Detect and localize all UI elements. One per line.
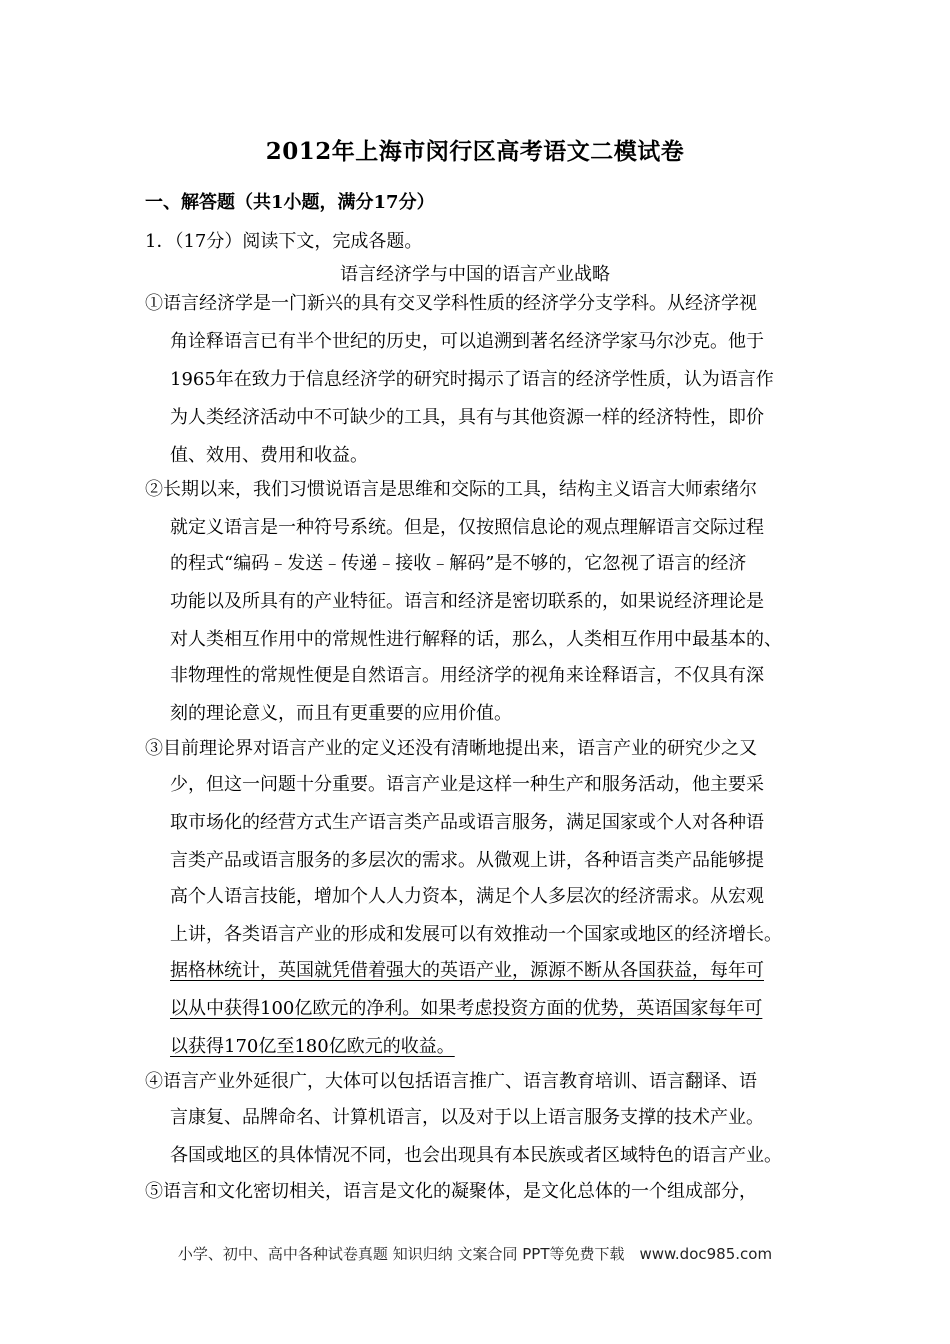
article-title: 语言经济学与中国的语言产业战略 (340, 264, 610, 285)
paragraph-2-line: ②长期以来，我们习惯说语言是思维和交际的工具，结构主义语言大师索绪尔 (145, 479, 757, 500)
paragraph-4-line: ④语言产业外延很广，大体可以包括语言推广、语言教育培训、语言翻译、语 (145, 1071, 757, 1092)
page-title: 2012年上海市闵行区高考语文二模试卷 (265, 138, 685, 165)
paragraph-2-line: 功能以及所具有的产业特征。语言和经济是密切联系的，如果说经济理论是 (170, 591, 764, 612)
paragraph-3-line: ③目前理论界对语言产业的定义还没有清晰地提出来，语言产业的研究少之又 (145, 738, 757, 759)
paragraph-2-line: 刻的理论意义，而且有更重要的应用价值。 (170, 703, 512, 724)
paragraph-2-line: 的程式“编码﹣发送﹣传递﹣接收﹣解码”是不够的，它忽视了语言的经济 (170, 553, 747, 574)
paragraph-2-line: 就定义语言是一种符号系统。但是，仅按照信息论的观点理解语言交际过程 (170, 517, 764, 538)
paragraph-4-line: 言康复、品牌命名、计算机语言，以及对于以上语言服务支撑的技术产业。 (170, 1107, 764, 1128)
section-heading: 一、解答题（共1小题，满分17分） (145, 192, 435, 213)
paragraph-3-line: 上讲，各类语言产业的形成和发展可以有效推动一个国家或地区的经济增长。 (170, 924, 782, 945)
paragraph-2-line: 对人类相互作用中的常规性进行解释的话，那么，人类相互作用中最基本的、 (170, 629, 782, 650)
paragraph-1-line: 角诠释语言已有半个世纪的历史，可以追溯到著名经济学家马尔沙克。他于 (170, 331, 764, 352)
paragraph-1-line: 为人类经济活动中不可缺少的工具，具有与其他资源一样的经济特性，即价 (170, 407, 764, 428)
paragraph-1-line: ①语言经济学是一门新兴的具有交叉学科性质的经济学分支学科。从经济学视 (145, 293, 757, 314)
paragraph-3-line: 言类产品或语言服务的多层次的需求。从微观上讲，各种语言类产品能够提 (170, 850, 764, 871)
paragraph-2-line: 非物理性的常规性便是自然语言。用经济学的视角来诠释语言，不仅具有深 (170, 665, 764, 686)
paragraph-3-line: 取市场化的经营方式生产语言类产品或语言服务，满足国家或个人对各种语 (170, 812, 764, 833)
paragraph-3-line: 少，但这一问题十分重要。语言产业是这样一种生产和服务活动，他主要采 (170, 774, 764, 795)
paragraph-3-underlined-line: 以从中获得100亿欧元的净利。如果考虑投资方面的优势，英语国家每年可 (170, 998, 763, 1019)
paragraph-3-underlined-line: 以获得170亿至180亿欧元的收益。 (170, 1036, 455, 1057)
paragraph-5-line: ⑤语言和文化密切相关，语言是文化的凝聚体，是文化总体的一个组成部分， (145, 1181, 757, 1202)
paragraph-1-line: 1965年在致力于信息经济学的研究时揭示了语言的经济学性质，认为语言作 (170, 369, 774, 390)
paragraph-1-line: 值、效用、费用和收益。 (170, 445, 368, 466)
paragraph-3-underlined-line: 据格林统计，英国就凭借着强大的英语产业，源源不断从各国获益，每年可 (170, 960, 764, 981)
paragraph-4-line: 各国或地区的具体情况不同，也会出现具有本民族或者区域特色的语言产业。 (170, 1145, 782, 1166)
question-stem: 1．（17分）阅读下文，完成各题。 (145, 231, 423, 252)
footer-watermark-text: 小学、初中、高中各种试卷真题 知识归纳 文案合同 PPT等免费下载 www.doc985.com (177, 1245, 773, 1263)
paragraph-3-line: 高个人语言技能，增加个人人力资本，满足个人多层次的经济需求。从宏观 (170, 886, 764, 907)
